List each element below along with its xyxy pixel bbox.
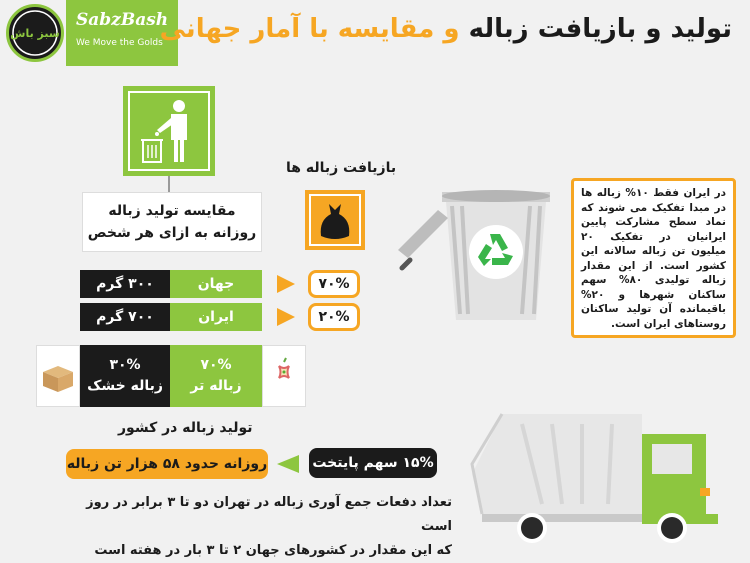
title-bar xyxy=(159,0,750,66)
title-part-1: تولید و بازیافت زباله xyxy=(468,14,732,44)
compare-heading-line1: مقایسه تولید زباله xyxy=(108,203,236,219)
wet-pct: ۷۰% xyxy=(200,357,232,373)
garbage-bag-icon xyxy=(315,198,355,242)
row-iran-amount: ۷۰۰ گرم xyxy=(80,303,170,331)
arrow-right-icon xyxy=(277,308,295,326)
collection-note-line1: تعداد دفعات جمع آوری زباله در تهران دو تا ۳ برابر در روز است xyxy=(86,495,452,534)
collection-note-line2: که این مقدار در کشورهای جهان ۲ تا ۳ بار در هفته است xyxy=(94,543,452,558)
collection-note xyxy=(60,491,452,563)
sabzbash-logo-icon xyxy=(6,4,64,62)
brand-name: SabzBash xyxy=(76,10,169,30)
wet-waste-box xyxy=(170,345,262,407)
brand-tagline: We Move the Golds xyxy=(76,38,163,48)
dry-waste-box xyxy=(80,345,170,407)
cardboard-box-icon xyxy=(37,346,79,406)
recycle-bin-icon xyxy=(390,180,560,330)
arrow-left-icon xyxy=(277,455,299,473)
production-title: تولید زباله در کشور xyxy=(118,420,253,436)
row-world xyxy=(80,270,262,298)
iran-recycle-pct: ۲۰% xyxy=(308,303,360,331)
apple-icon-holder xyxy=(262,345,306,407)
compare-heading-box xyxy=(82,192,262,252)
row-iran xyxy=(80,303,262,331)
compare-heading-line2: روزانه به ازای هر شخص xyxy=(87,225,257,241)
page-title xyxy=(160,14,732,44)
person-trash-icon xyxy=(135,96,201,166)
info-box: در ایران فقط ۱۰% زباله ها در مبدا تفکیک می شوند که نماد سطح مشارکت پایین ایرانیان در تفکیک ۲۰ میلیون تن زباله سالانه این کشور است. از این مقدار زباله تولیدی ۸۰% سهم ساکنان شهرها و ۲۰% باقیمانده آن تولید ساکنان روستاهای ایران است. xyxy=(571,178,736,338)
row-world-label: جهان xyxy=(170,270,262,298)
box-icon-holder xyxy=(36,345,80,407)
trash-person-icon-box xyxy=(123,86,215,176)
dry-label: زباله خشک xyxy=(87,378,163,394)
dry-pct: ۳۰% xyxy=(109,357,141,373)
title-part-2: و مقایسه با آمار جهانی xyxy=(159,14,460,44)
arrow-right-icon xyxy=(277,275,295,293)
garbage-truck-icon xyxy=(462,404,732,554)
row-world-amount: ۳۰۰ گرم xyxy=(80,270,170,298)
daily-amount-pill: روزانه حدود ۵۸ هزار تن زباله xyxy=(66,449,268,479)
row-iran-label: ایران xyxy=(170,303,262,331)
garbage-bag-icon-box xyxy=(305,190,365,250)
recycle-title: بازیافت زباله ها xyxy=(286,160,397,176)
world-recycle-pct: ۷۰% xyxy=(308,270,360,298)
apple-core-icon xyxy=(263,346,305,406)
wet-label: زباله تر xyxy=(190,378,242,394)
logo-text: سبز باش xyxy=(10,27,60,40)
capital-share-pill: ۱۵% سهم پایتخت xyxy=(309,448,437,478)
